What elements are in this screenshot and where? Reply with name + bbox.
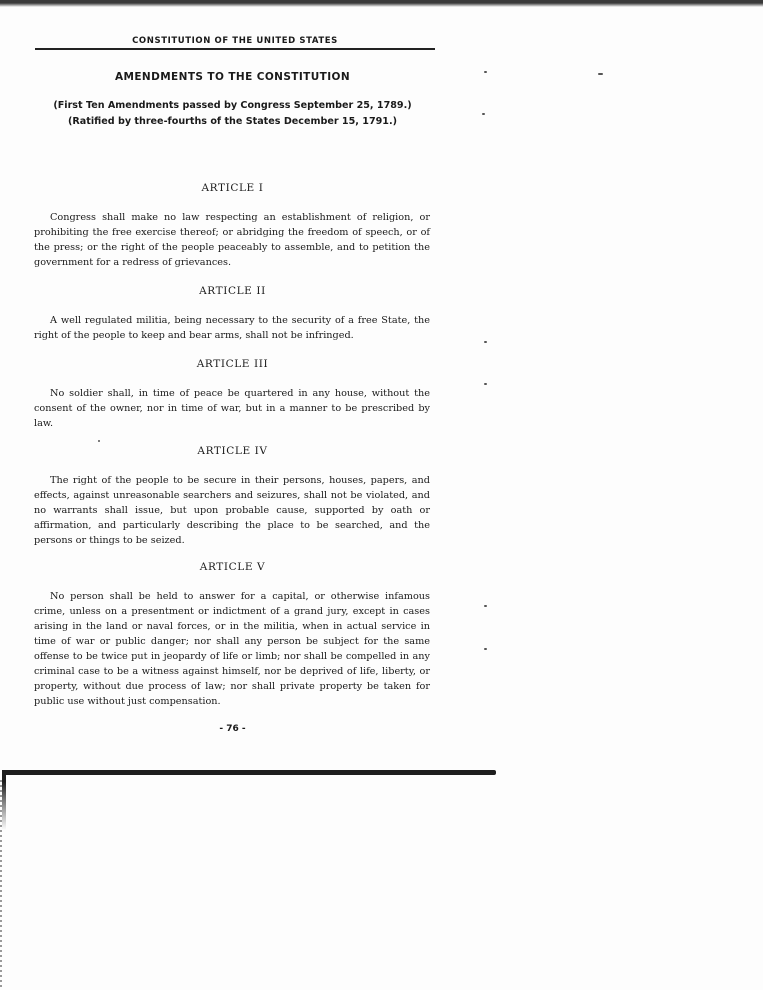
scan-top-edge [0, 0, 763, 7]
article-1-heading: ARTICLE I [201, 182, 264, 194]
running-head: CONSTITUTION OF THE UNITED STATES [132, 36, 338, 46]
scan-speck [484, 383, 487, 385]
article-3-heading: ARTICLE III [196, 358, 269, 370]
scan-speck [484, 341, 487, 343]
article-3-text: No soldier shall, in time of peace be quartered in any house, without the consent of the owner, nor in time of war, but in a manner to be prescribed by law. [34, 388, 430, 429]
header-rule [35, 48, 435, 50]
bottom-rule [4, 770, 496, 775]
article-4-heading: ARTICLE IV [197, 445, 268, 457]
page-title: AMENDMENTS TO THE CONSTITUTION [114, 71, 351, 83]
article-5-heading: ARTICLE V [199, 561, 266, 573]
article-2-heading: ARTICLE II [199, 285, 266, 297]
scan-speck [484, 648, 487, 650]
article-4-text: The right of the people to be secure in their persons, houses, papers, and effects, against unreasonable searchers and seizures, shall not be violated, and no warrants shall issue, but upon probable cause, supported by oath or affirmation, and particularly describing the place to be searched, and the persons or things to be seized. [34, 475, 430, 546]
scan-speck [598, 73, 603, 75]
scan-left-edge [0, 780, 2, 990]
article-1-text: Congress shall make no law respecting an establishment of religion, or prohibiting the free exercise thereof; or abridging the freedom of speech, or of the press; or the right of the people peaceably to assemble, and to petition the government for a redress of grievances. [34, 212, 430, 268]
subtitle-line-1: (First Ten Amendments passed by Congress September 25, 1789.) [53, 100, 412, 111]
subtitle-line-2: (Ratified by three-fourths of the States December 15, 1791.) [68, 116, 397, 127]
bottom-rule-hook [2, 770, 6, 830]
scan-speck [484, 605, 487, 607]
article-5-text: No person shall be held to answer for a capital, or otherwise infamous crime, unless on a presentment or indictment of a grand jury, except in cases arising in the land or naval forces, or in the militia, when in actual service in time of war or public danger; nor shall any person be subject for the same offense to be twice put in jeopardy of life or limb; nor shall be compelled in any criminal case to be a witness against himself, nor be deprived of life, liberty, or property, without due process of law; nor shall private property be taken for public use without just compensation. [34, 591, 430, 707]
scan-speck [484, 71, 487, 73]
article-2-text: A well regulated militia, being necessary to the security of a free State, the right of the people to keep and bear arms, shall not be infringed. [34, 315, 430, 341]
scan-speck [482, 113, 485, 115]
scan-speck [98, 440, 100, 442]
page-number: - 76 - [219, 724, 246, 734]
